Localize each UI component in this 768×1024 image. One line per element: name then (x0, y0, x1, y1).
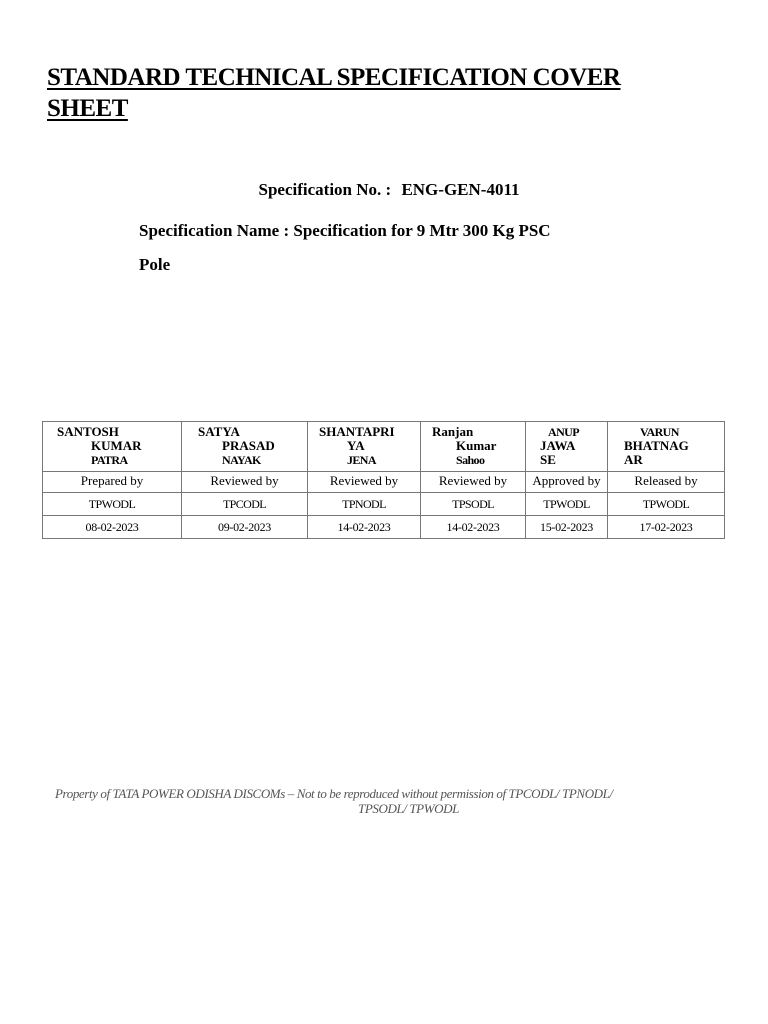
signoff-date-cell: 17-02-2023 (608, 516, 725, 539)
signoff-name-cell: SANTOSH KUMAR PATRA (43, 422, 182, 472)
property-notice (55, 786, 675, 816)
signoff-dates-row (43, 516, 725, 539)
signoff-role-cell: Prepared by (43, 472, 182, 493)
signoff-role-cell: Released by (608, 472, 725, 493)
specification-name-line: Pole (139, 255, 171, 274)
signoff-role-cell: Reviewed by (308, 472, 421, 493)
signoff-role-cell: Reviewed by (182, 472, 308, 493)
specification-name-line: Specification Name : Specification for 9 Mtr 300 Kg PSC (139, 221, 551, 240)
property-notice-line: TPSODL/ TPWODL (358, 801, 459, 816)
signoff-date-cell: 14-02-2023 (308, 516, 421, 539)
signoff-org-cell: TPNODL (308, 493, 421, 516)
signoff-date-cell: 08-02-2023 (43, 516, 182, 539)
signoff-table (42, 421, 725, 539)
signoff-date-cell: 09-02-2023 (182, 516, 308, 539)
signoff-name-cell: ANUP JAWA SE (526, 422, 608, 472)
document-title: STANDARD TECHNICAL SPECIFICATION COVER SHEET (47, 64, 621, 122)
specification-number-value: ENG-GEN-4011 (401, 180, 520, 199)
signoff-name-cell: SHANTAPRI YA JENA (308, 422, 421, 472)
property-notice-line: Property of TATA POWER ODISHA DISCOMs – Not to be reproduced without permission of TPCODL/ TPNODL/ (55, 786, 613, 801)
specification-name (139, 214, 609, 282)
signoff-role-cell: Approved by (526, 472, 608, 493)
signoff-org-cell: TPSODL (421, 493, 526, 516)
signoff-name-cell: VARUN BHATNAG AR (608, 422, 725, 472)
signoff-date-cell: 14-02-2023 (421, 516, 526, 539)
signoff-org-cell: TPWODL (526, 493, 608, 516)
signoff-names-row (43, 422, 725, 472)
specification-number-label: Specification No. : (258, 180, 392, 199)
signoff-roles-row (43, 472, 725, 493)
signoff-role-cell: Reviewed by (421, 472, 526, 493)
signoff-org-cell: TPCODL (182, 493, 308, 516)
signoff-date-cell: 15-02-2023 (526, 516, 608, 539)
signoff-org-cell: TPWODL (608, 493, 725, 516)
signoff-org-cell: TPWODL (43, 493, 182, 516)
signoff-name-cell: Ranjan Kumar Sahoo (421, 422, 526, 472)
signoff-name-cell: SATYA PRASAD NAYAK (182, 422, 308, 472)
specification-number (0, 180, 768, 200)
signoff-org-row (43, 493, 725, 516)
